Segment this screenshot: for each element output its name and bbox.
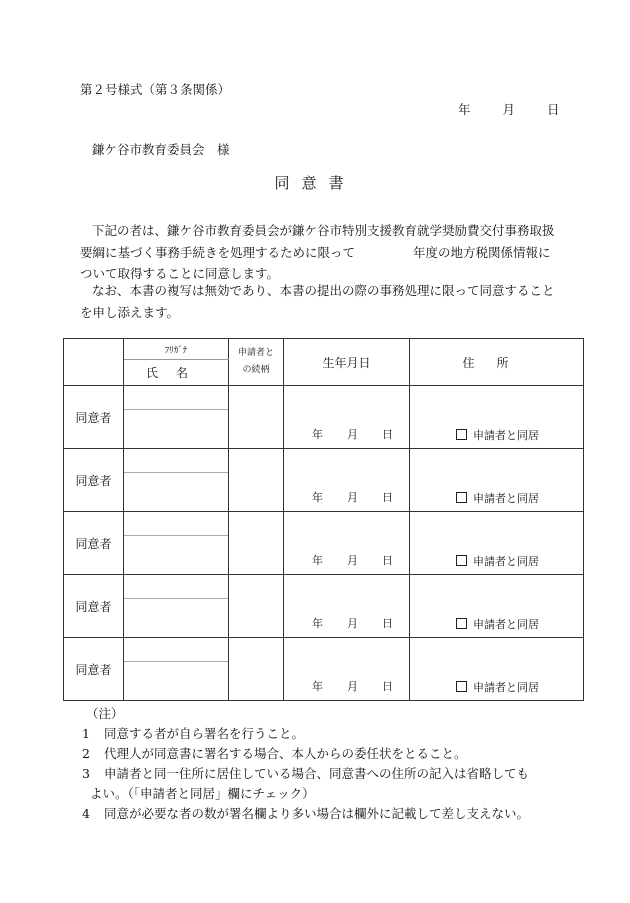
note-number: 1 [82,726,90,741]
header-name: 氏名 [124,360,229,386]
note-item [80,744,570,764]
consenter-label: 同意者 [64,638,124,701]
copy-invalid-text: なお、本書の複写は無効であり、本書の提出の際の事務処理に限って同意することを申し添えます。 [80,283,555,320]
note-item [80,804,570,824]
note-continuation: よい。（「申請者と同居」欄にチェック） [90,786,315,801]
birthdate-field[interactable] [284,638,410,701]
date-day-label: 日 [547,102,560,117]
addressee: 鎌ケ谷市教育委員会 様 [92,142,230,157]
birth-year-label: 年 [312,491,323,504]
address-field[interactable] [410,386,584,449]
cohabit-checkbox[interactable] [456,555,467,566]
birth-day-label: 日 [382,428,393,441]
note-text: 申請者と同一住所に居住している場合、同意書への住所の記入は省略しても [104,766,530,781]
consenter-label: 同意者 [64,386,124,449]
consenter-row [64,449,584,512]
birthdate-field[interactable] [284,512,410,575]
header-address: 住所 [410,339,584,386]
cohabit-checkbox[interactable] [456,681,467,692]
consent-paragraph [80,220,560,285]
name-field[interactable] [124,449,229,512]
consenter-label: 同意者 [64,512,124,575]
birth-month-label: 月 [347,491,358,504]
birth-month-label: 月 [347,617,358,630]
document-title: 同意書 [274,174,356,192]
birth-day-label: 日 [382,554,393,567]
birthdate-field[interactable] [284,449,410,512]
consenter-row [64,512,584,575]
header-blank [64,339,124,386]
relation-field[interactable] [229,512,284,575]
notes-section [80,704,570,824]
birth-month-label: 月 [347,554,358,567]
address-field[interactable] [410,575,584,638]
note-text: 同意が必要な者の数が署名欄より多い場合は欄外に記載して差し支えない。 [104,806,530,821]
birthdate-field[interactable] [284,575,410,638]
birthdate-field[interactable] [284,386,410,449]
header-relation-line2: の続柄 [242,365,270,375]
cohabit-label: 申請者と同居 [473,555,539,568]
relation-field[interactable] [229,638,284,701]
birth-year-label: 年 [312,554,323,567]
birth-month-label: 月 [347,680,358,693]
address-field[interactable] [410,449,584,512]
consenter-label: 同意者 [64,575,124,638]
birth-day-label: 日 [382,680,393,693]
birth-year-label: 年 [312,617,323,630]
consenter-row [64,386,584,449]
birth-year-label: 年 [312,680,323,693]
note-item [80,764,570,784]
note-text: 代理人が同意書に署名する場合、本人からの委任状をとること。 [104,746,467,761]
notes-heading: （注） [86,706,124,721]
name-field[interactable] [124,386,229,449]
cohabit-checkbox[interactable] [456,492,467,503]
date-year-label: 年 [458,102,471,117]
cohabit-label: 申請者と同居 [473,492,539,505]
date-line [458,100,560,118]
form-number: 第２号様式（第３条関係） [80,82,231,97]
cohabit-label: 申請者と同居 [473,681,539,694]
name-field[interactable] [124,512,229,575]
consent-text-a: 下記の者は、鎌ケ谷市教育委員会が鎌ケ谷市特別支援教育就学奨励費交付事務取扱要綱に基づく事務手続きを処理するために限って [80,223,555,260]
relation-field[interactable] [229,575,284,638]
cohabit-label: 申請者と同居 [473,429,539,442]
consenter-label: 同意者 [64,449,124,512]
header-furigana: ﾌﾘｶﾞﾅ [124,339,229,360]
copy-invalid-paragraph [80,280,560,323]
consenter-row [64,575,584,638]
date-month-label: 月 [502,102,516,117]
address-field[interactable] [410,638,584,701]
birth-day-label: 日 [382,617,393,630]
note-item [80,724,570,744]
birth-day-label: 日 [382,491,393,504]
consenter-row [64,638,584,701]
note-text: 同意する者が自ら署名を行うこと。 [104,726,305,741]
note-number: 3 [82,766,90,781]
header-relation-line1: 申請者と [237,348,274,358]
note-number: 2 [82,746,90,761]
name-field[interactable] [124,638,229,701]
name-field[interactable] [124,575,229,638]
note-number: 4 [82,806,90,821]
header-birthdate: 生年月日 [284,339,410,386]
cohabit-checkbox[interactable] [456,429,467,440]
relation-field[interactable] [229,386,284,449]
birth-month-label: 月 [347,428,358,441]
consent-table [63,338,584,701]
birth-year-label: 年 [312,428,323,441]
cohabit-checkbox[interactable] [456,618,467,629]
header-relation [229,339,284,386]
cohabit-label: 申請者と同居 [473,618,539,631]
address-field[interactable] [410,512,584,575]
relation-field[interactable] [229,449,284,512]
consent-text-b: 年度の地方税関係情報について取得することに同意します。 [80,244,551,281]
